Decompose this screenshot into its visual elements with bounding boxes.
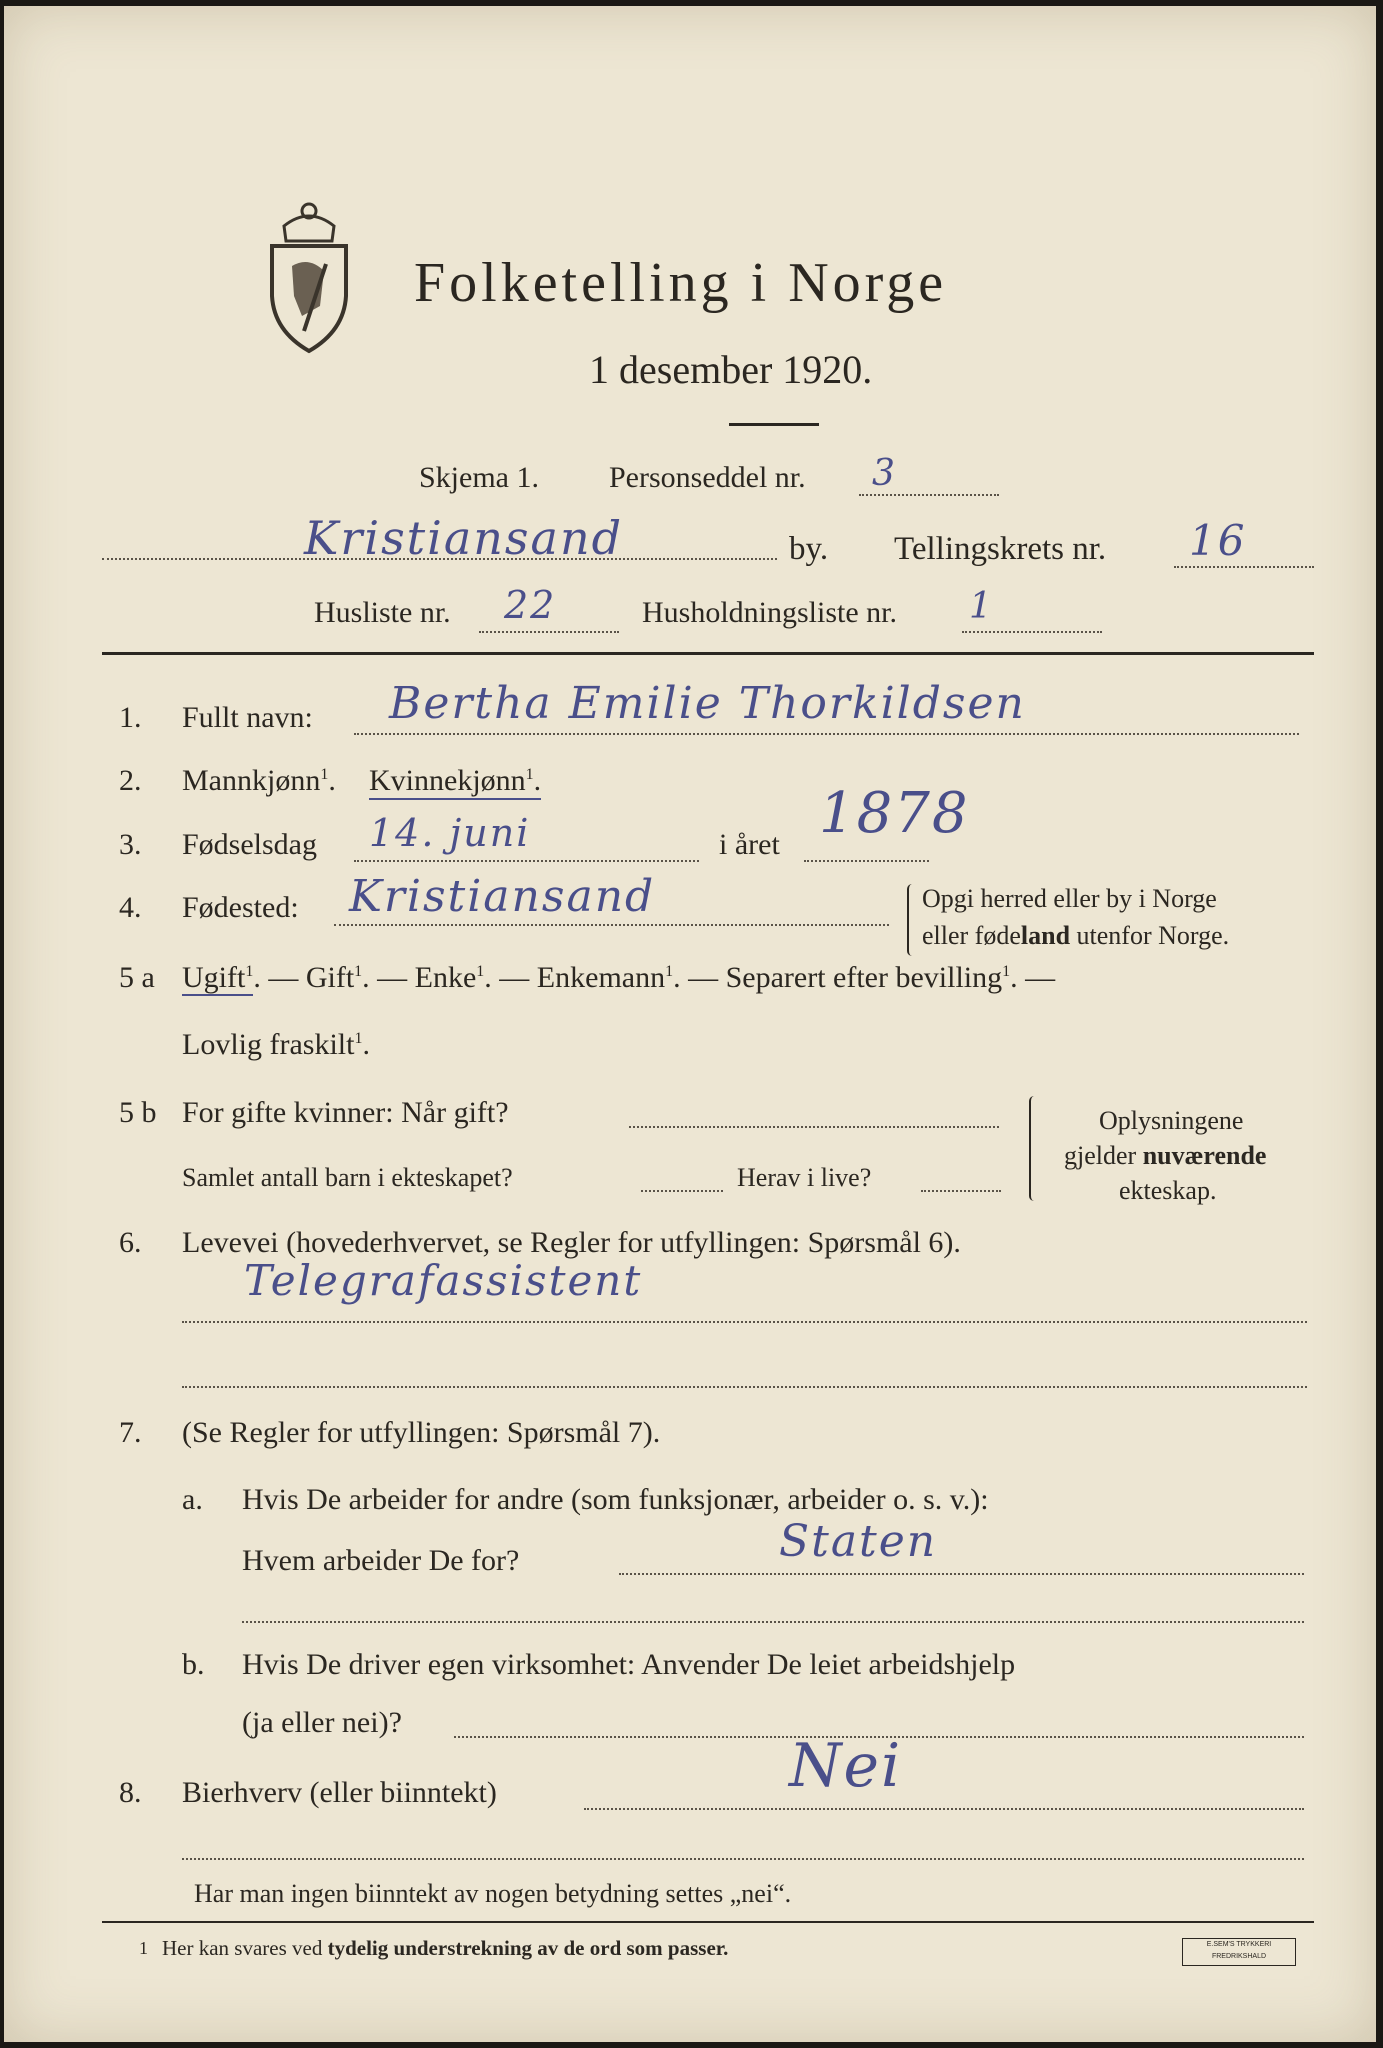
q7b-text: Hvis De driver egen virksomhet: Anvender De leiet arbeidshjelp	[242, 1648, 1016, 1681]
husholdningsliste-label: Husholdningsliste nr.	[642, 596, 898, 629]
q4-note-2: eller fødeland utenfor Norge.	[922, 921, 1230, 950]
by-label: by.	[789, 531, 829, 567]
q6-number: 6.	[119, 1226, 142, 1259]
header-rule	[102, 652, 1314, 655]
printer-stamp: E.SEM'S TRYKKERI FREDRIKSHALD	[1182, 1938, 1296, 1966]
children-label: Samlet antall barn i ekteskapet?	[182, 1163, 513, 1192]
female-option-underlined: Kvinnekjønn$^1$.	[369, 764, 541, 800]
q4-note-1: Opgi herred eller by i Norge	[922, 884, 1217, 913]
q5a-number: 5 a	[119, 961, 155, 994]
q7-number: 7.	[119, 1416, 142, 1449]
census-form	[4, 6, 1376, 2042]
q8-number: 8.	[119, 1776, 142, 1809]
fraskilt-option: Lovlig fraskilt$^1$.	[182, 1028, 370, 1061]
birth-year-value: 1878	[819, 781, 970, 846]
q5b-label: For gifte kvinner: Når gift?	[182, 1096, 509, 1129]
tellingskrets-value: 16	[1189, 516, 1247, 565]
q5b-note-2: gjelder nuværende	[1064, 1141, 1267, 1170]
q7b-letter: b.	[182, 1648, 205, 1681]
skjema-label: Skjema 1.	[419, 461, 539, 494]
q3-label: Fødselsdag	[182, 828, 317, 861]
q7a-letter: a.	[182, 1483, 203, 1516]
q4-number: 4.	[119, 891, 142, 924]
husliste-value: 22	[504, 583, 557, 627]
alive-label: Herav i live?	[737, 1163, 872, 1192]
q7-label: (Se Regler for utfyllingen: Spørsmål 7).	[182, 1416, 661, 1449]
q6-label: Levevei (hovederhvervet, se Regler for utfyllingen: Spørsmål 6).	[182, 1226, 961, 1259]
footnote-text: Her kan svares ved tydelig understrekning av de ord som passer.	[162, 1936, 729, 1960]
q7a-text: Hvis De arbeider for andre (som funksjonær, arbeider o. s. v.):	[242, 1483, 989, 1516]
title-divider	[729, 423, 819, 426]
husholdningsliste-value: 1	[969, 586, 994, 627]
q3-number: 3.	[119, 828, 142, 861]
q7b-question: (ja eller nei)?	[242, 1706, 402, 1739]
footer-rule	[102, 1921, 1314, 1923]
side-income-value: Nei	[789, 1731, 903, 1801]
birthday-value: 14. juni	[369, 811, 531, 855]
employer-value: Staten	[779, 1516, 938, 1567]
form-title: Folketelling i Norge	[414, 252, 948, 314]
by-value: Kristiansand	[304, 511, 624, 565]
q5b-note-1: Oplysningene	[1099, 1106, 1244, 1135]
footer-note: Har man ingen biinntekt av nogen betydning settes „nei“.	[194, 1879, 792, 1908]
husliste-label: Husliste nr.	[314, 596, 451, 629]
occupation-value: Telegrafassistent	[244, 1256, 643, 1305]
full-name-value: Bertha Emilie Thorkildsen	[389, 678, 1026, 729]
footnote-number: 1	[139, 1938, 148, 1958]
q1-label: Fullt navn:	[182, 701, 313, 734]
personseddel-label: Personseddel nr.	[609, 461, 806, 494]
tellingskrets-label: Tellingskrets nr.	[894, 531, 1107, 567]
q2-number: 2.	[119, 764, 142, 797]
year-label: i året	[719, 828, 780, 861]
q8-label: Bierhverv (eller biinntekt)	[182, 1776, 497, 1809]
birthplace-value: Kristiansand	[349, 871, 656, 922]
ugift-option-underlined: Ugift$^1$	[182, 961, 254, 994]
marital-status-options: Ugift$^1$. — Gift$^1$. — Enke$^1$. — Enkemann$^1$. — Separert efter bevilling$^1$. —	[182, 961, 1056, 994]
q4-label: Fødested:	[182, 891, 299, 924]
norway-coat-of-arms-icon	[254, 186, 364, 356]
male-option: Mannkjønn$^1$.	[182, 764, 336, 797]
q7a-question: Hvem arbeider De for?	[242, 1544, 520, 1577]
form-date: 1 desember 1920.	[589, 347, 873, 392]
q1-number: 1.	[119, 701, 142, 734]
q5b-note-3: ekteskap.	[1119, 1176, 1217, 1205]
q5b-number: 5 b	[119, 1096, 157, 1129]
personseddel-value: 3	[872, 453, 897, 494]
